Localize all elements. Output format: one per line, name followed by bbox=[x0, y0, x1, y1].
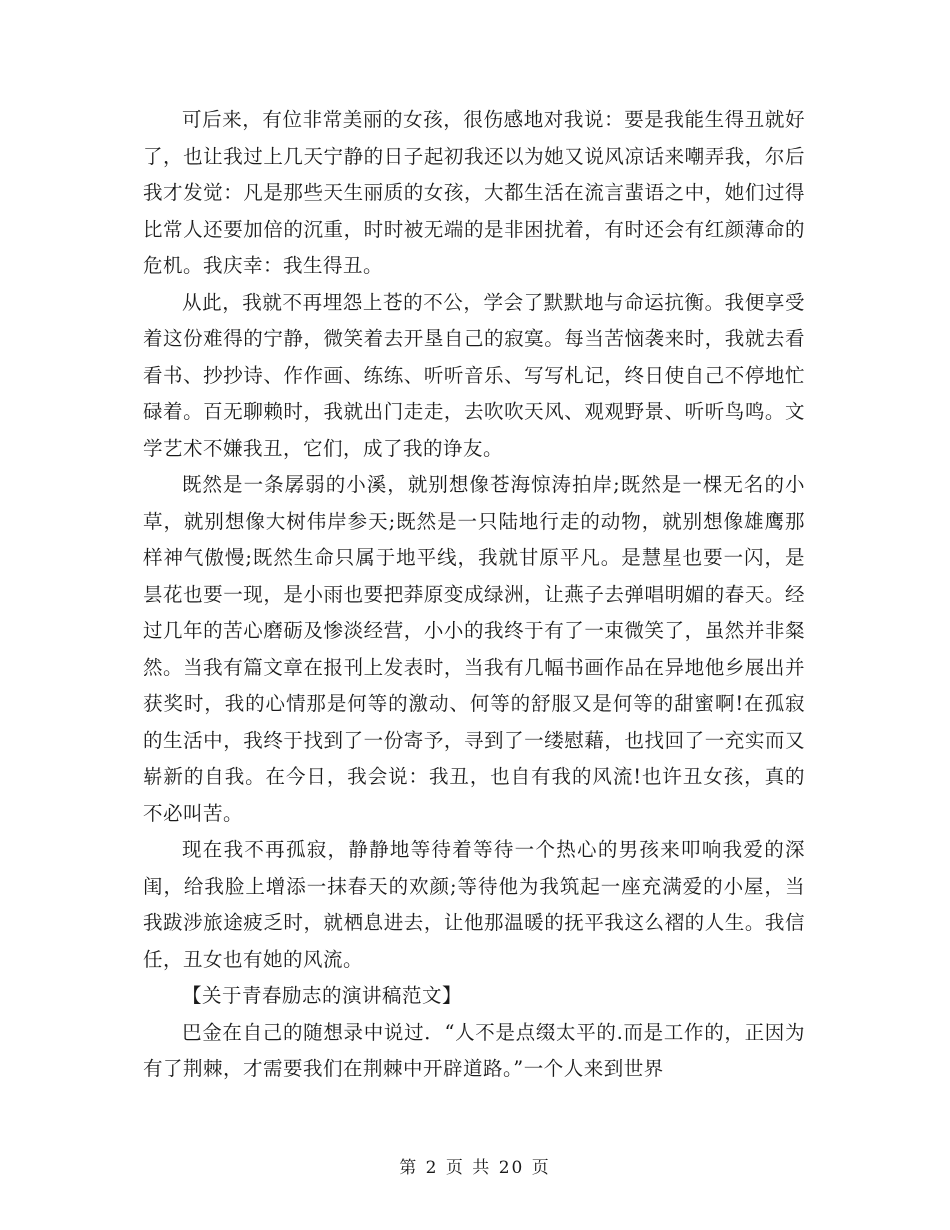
paragraph: 现在我不再孤寂，静静地等待着等待一个热心的男孩来叩响我爱的深闺，给我脸上增添一抹春天的欢颜;等待他为我筑起一座充满爱的小屋，当我跋涉旅途疲乏时，就栖息进去，让他那温暖的抚平我这么褶的人生。我信任，丑女也有她的风流。 bbox=[143, 838, 805, 971]
paragraph: 既然是一条孱弱的小溪，就别想像苍海惊涛拍岸;既然是一棵无名的小草，就别想像大树伟岸参天;既然是一只陆地行走的动物，就别想像雄鹰那样神气傲慢;既然生命只属于地平线，我就甘原平凡。是慧星也要一闪，是昙花也要一现，是小雨也要把莽原变成绿洲，让燕子去弹唱明媚的春天。经过几年的苦心磨砺及惨淡经营，小小的我终于有了一束微笑了，虽然并非粲然。当我有篇文章在报刊上发表时，当我有几幅书画作品在异地他乡展出并获奖时，我的心情那是何等的激动、何等的舒服又是何等的甜蜜啊!在孤寂的生活中，我终于找到了一份寄予，寻到了一缕慰藉，也找回了一充实而又崭新的自我。在今日，我会说：我丑，也自有我的风流!也许丑女孩，真的不必叫苦。 bbox=[143, 473, 805, 825]
body-text bbox=[143, 102, 805, 1088]
page-footer: 第 2 页 共 20 页 bbox=[399, 1158, 551, 1178]
section-heading: 【关于青春励志的演讲稿范文】 bbox=[182, 984, 463, 1007]
paragraph: 可后来，有位非常美丽的女孩，很伤感地对我说：要是我能生得丑就好了，也让我过上几天宁静的日子起初我还以为她又说风凉话来嘲弄我，尔后我才发觉：凡是那些天生丽质的女孩，大都生活在流言蜚语之中，她们过得比常人还要加倍的沉重，时时被无端的是非困扰着，有时还会有红颜薄命的危机。我庆幸：我生得丑。 bbox=[143, 108, 805, 277]
paragraph: 从此，我就不再埋怨上苍的不公，学会了默默地与命运抗衡。我便享受着这份难得的宁静，微笑着去开垦自己的寂寞。每当苦恼袭来时，我就去看看书、抄抄诗、作作画、练练、听听音乐、写写札记，终日使自己不停地忙碌着。百无聊赖时，我就出门走走，去吹吹天风、观观野景、听听鸟鸣。文学艺术不嫌我丑，它们，成了我的诤友。 bbox=[143, 290, 805, 460]
paragraph: 巴金在自己的随想录中说过．“人不是点缀太平的.而是工作的，正因为有了荆棘，才需要我们在荆棘中开辟道路。”一个人来到世界 bbox=[143, 1020, 805, 1080]
